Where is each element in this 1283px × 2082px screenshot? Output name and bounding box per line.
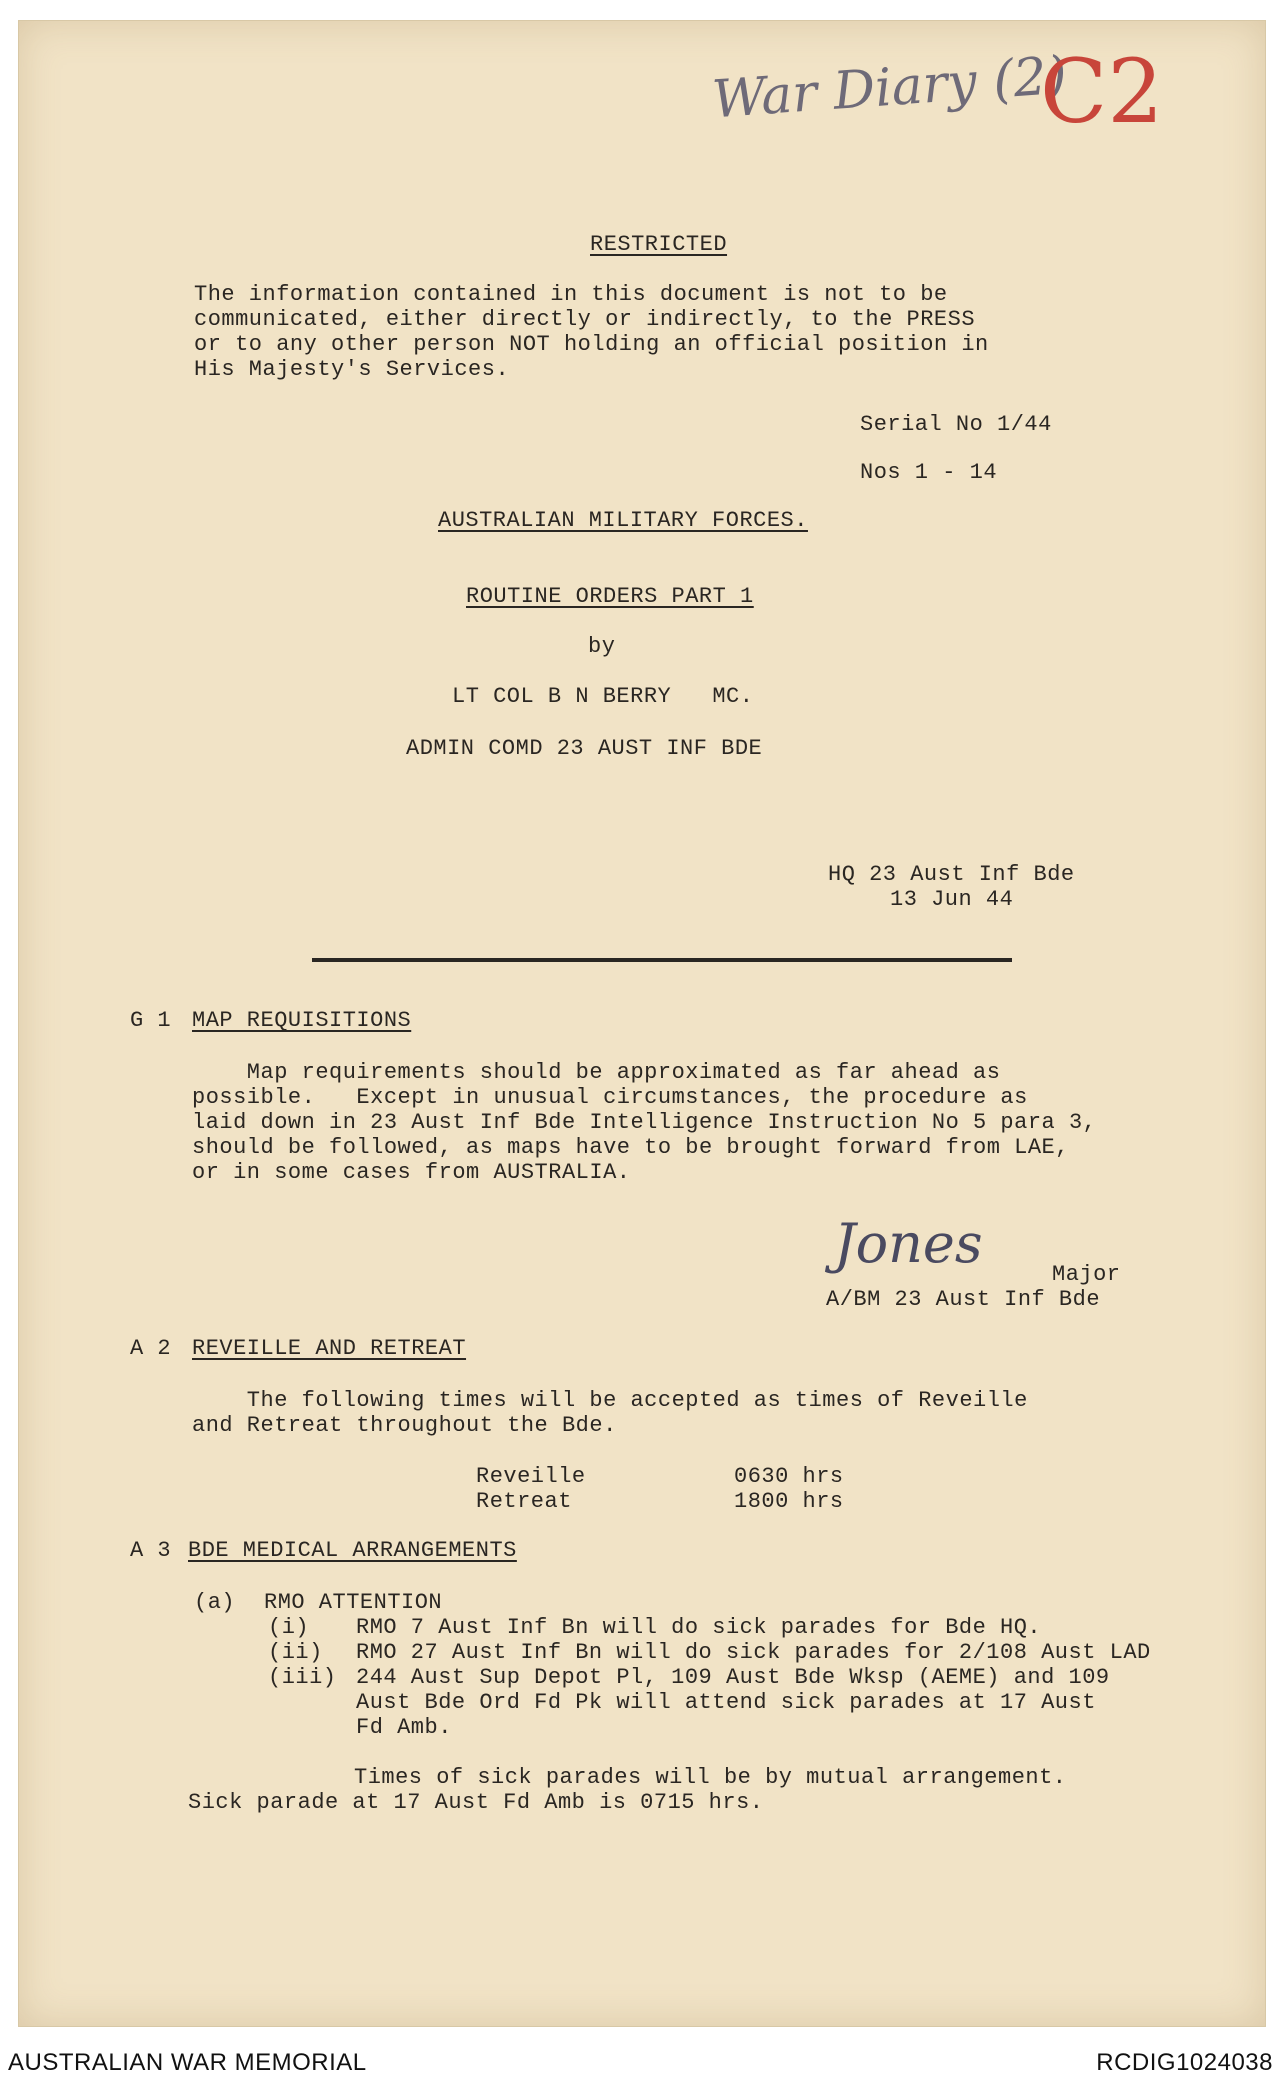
paragraph-line: The following times will be accepted as times of Reveille [192,1388,1028,1413]
item-text: 244 Aust Sup Depot Pl, 109 Aust Bde Wksp (AEME) and 109 [356,1665,1110,1690]
origin-date: 13 Jun 44 [890,887,1014,912]
restricted-line: communicated, either directly or indirectly, to the PRESS [194,307,976,332]
section-title: BDE MEDICAL ARRANGEMENTS [188,1538,517,1563]
section-title: MAP REQUISITIONS [192,1008,412,1033]
closing-line: Times of sick parades will be by mutual arrangement. [354,1765,1067,1790]
restricted-line: His Majesty's Services. [194,357,510,382]
origin-hq: HQ 23 Aust Inf Bde [828,862,1075,887]
restricted-title: RESTRICTED [590,232,728,257]
item-text-continued: Aust Bde Ord Fd Pk will attend sick parades at 17 Aust [356,1690,1096,1715]
officer-name: LT COL B N BERRY MC. [452,684,754,709]
serial-nos: Nos 1 - 14 [860,460,998,485]
paragraph-line: or in some cases from AUSTRALIA. [192,1160,631,1185]
signatory-rank: Major [1052,1262,1121,1287]
paragraph-line: laid down in 23 Aust Inf Bde Intelligence Instruction No 5 para 3, [192,1110,1097,1135]
time-label: Reveille [476,1464,586,1489]
section-number: A 3 [130,1538,172,1563]
section-number: A 2 [130,1336,172,1361]
item-text: RMO 27 Aust Inf Bn will do sick parades for 2/108 Aust LAD [356,1640,1151,1665]
paragraph-line: possible. Except in unusual circumstances, the procedure as [192,1085,1028,1110]
time-value: 0630 hrs [734,1464,844,1489]
closing-line: Sick parade at 17 Aust Fd Amb is 0715 hrs. [188,1790,764,1815]
archive-id: RCDIG1024038 [1096,2049,1273,2076]
sub-label: (a) [194,1590,236,1615]
section-title: REVEILLE AND RETREAT [192,1336,467,1361]
forces-heading: AUSTRALIAN MILITARY FORCES. [438,508,808,533]
sub-title: RMO ATTENTION [264,1590,443,1615]
time-value: 1800 hrs [734,1489,844,1514]
paragraph-line: should be followed, as maps have to be brought forward from LAE, [192,1135,1069,1160]
by-label: by [588,634,616,659]
command-title: ADMIN COMD 23 AUST INF BDE [406,736,763,761]
paragraph-line: Map requirements should be approximated as far ahead as [192,1060,1001,1085]
restricted-line: or to any other person NOT holding an official position in [194,332,989,357]
archive-credit: AUSTRALIAN WAR MEMORIAL [8,2049,367,2076]
restricted-line: The information contained in this document is not to be [194,282,948,307]
item-number: (iii) [268,1665,337,1690]
item-text-continued: Fd Amb. [356,1715,452,1740]
item-number: (i) [268,1615,310,1640]
handwritten-label: War Diary (2) [710,45,1069,131]
item-text: RMO 7 Aust Inf Bn will do sick parades for Bde HQ. [356,1615,1042,1640]
item-number: (ii) [268,1640,323,1665]
divider-rule [312,958,1012,962]
folio-mark: C2 [1040,40,1164,143]
signature: Jones [834,1212,983,1275]
serial-number: Serial No 1/44 [860,412,1052,437]
paragraph-line: and Retreat throughout the Bde. [192,1413,617,1438]
time-label: Retreat [476,1489,572,1514]
section-number: G 1 [130,1008,172,1033]
signatory-appointment: A/BM 23 Aust Inf Bde [826,1287,1101,1312]
orders-heading: ROUTINE ORDERS PART 1 [466,584,754,609]
